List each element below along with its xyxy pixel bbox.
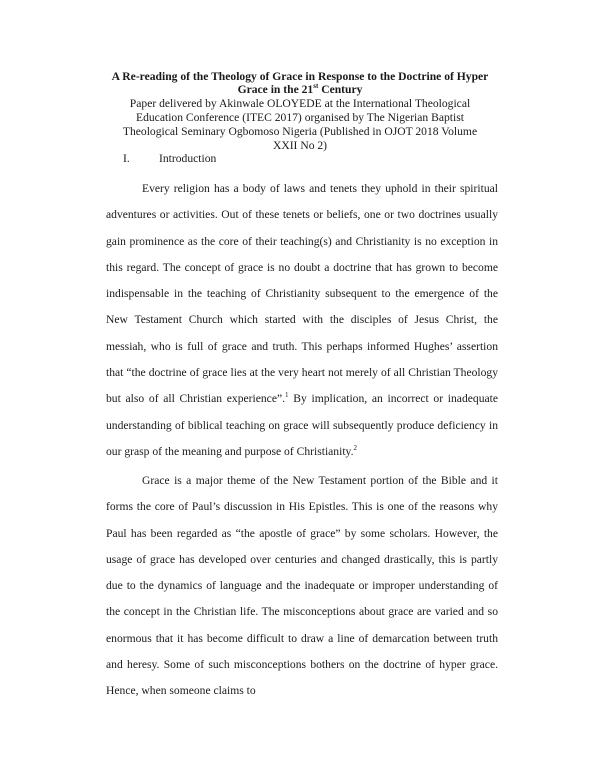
footnote-marker[interactable]: 2: [353, 443, 357, 452]
paragraph-text: By implication, an incorrect or inadequate understanding of biblical teaching on grace will subsequently produce deficiency in our grasp of the meaning and purpose of Christianity.: [106, 392, 499, 458]
paragraph: [106, 176, 498, 465]
paper-title: [100, 70, 500, 96]
title-end: Century: [318, 83, 363, 96]
title-superscript: st: [313, 82, 319, 91]
paper-byline: Paper delivered by Akinwale OLOYEDE at the International Theological Education Conference (ITEC 2017) organised by The Nigerian Baptist Theological Seminary Ogbomoso Nigeria (Published in OJOT 2018 Volume XXII No 2): [122, 97, 478, 152]
paragraph-text: Grace is a major theme of the New Testament portion of the Bible and it forms the core of Paul’s discussion in His Epistles. This is one of the reasons why Paul has been regarded as “the apostle of grace” by some scholars. However, the usage of grace has developed over centuries and changed drastically, this is partly due to the dynamics of language and the inadequate or improper understanding of the concept in the Christian life. The misconceptions about grace are varied and so enormous that it has become difficult to draw a line of demarcation between truth and heresy. Some of such misconceptions bothers on the doctrine of hyper grace. Hence, when someone claims to: [106, 474, 498, 698]
title-main: A Re-reading of the Theology of Grace in Response to the Doctrine of Hyper Grace in the 21: [111, 70, 489, 96]
section-title: Introduction: [159, 152, 217, 165]
footnote-marker[interactable]: 1: [285, 391, 289, 400]
section-number: I.: [123, 152, 130, 165]
paragraph-text: Every religion has a body of laws and tenets they uphold in their spiritual adventures or activities. Out of these tenets or beliefs, one or two doctrines usually gain prominence as the core of their teaching(s) and Christianity is no exception in this regard. The concept of grace is no doubt a doctrine that has grown to become indispensable in the teaching of Christianity subsequent to the emergence of the New Testament Church which started with the disciples of Jesus Christ, the messiah, who is full of grace and truth. This perhaps informed Hughes’ assertion that “the doctrine of grace lies at the very heart not merely of all Christian Theology but also of all Christian experience”.: [106, 182, 498, 406]
paragraph: [106, 468, 498, 705]
